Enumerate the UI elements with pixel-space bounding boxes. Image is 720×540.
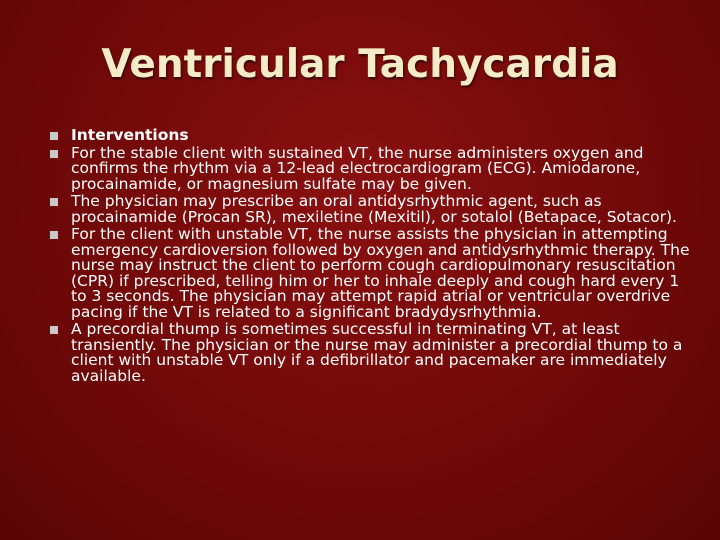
bullet-text: Interventions <box>71 126 189 144</box>
square-bullet-icon <box>50 231 58 239</box>
bullet-text: For the client with unstable VT, the nurse assists the physician in attempting emergency cardioversion followed by oxygen and antidysrhythmic therapy. The nurse may instruct the client to perform cough cardiopulmonary resuscitation (CPR) if prescribed, telling him or her to inhale deeply and cough hard every 1 to 3 seconds. The physician may attempt rapid atrial or ventricular overdrive pacing if the VT is related to a significant bradydysrhythmia. <box>71 225 690 321</box>
bullet-item <box>55 194 691 225</box>
bullet-text: The physician may prescribe an oral antidysrhythmic agent, such as procainamide (Procan SR), mexiletine (Mexitil), or sotalol (Betapace, Sotacor). <box>71 192 677 226</box>
bullet-item <box>55 128 691 144</box>
slide-title: Ventricular Tachycardia <box>101 42 619 87</box>
square-bullet-icon <box>50 150 58 158</box>
square-bullet-icon <box>50 326 58 334</box>
bullet-list <box>55 128 691 386</box>
square-bullet-icon <box>50 132 58 140</box>
bullet-text: A precordial thump is sometimes successful in terminating VT, at least transiently. The physician or the nurse may administer a precordial thump to a client with unstable VT only if a defibrillator and pacemaker are immediately available. <box>71 320 683 385</box>
bullet-item <box>55 322 691 384</box>
bullet-text: For the stable client with sustained VT, the nurse administers oxygen and confirms the rhythm via a 12-lead electrocardiogram (ECG). Amiodarone, procainamide, or magnesium sulfate may be given. <box>71 143 644 193</box>
square-bullet-icon <box>50 198 58 206</box>
bullet-item <box>55 143 691 193</box>
bullet-item <box>55 227 691 320</box>
